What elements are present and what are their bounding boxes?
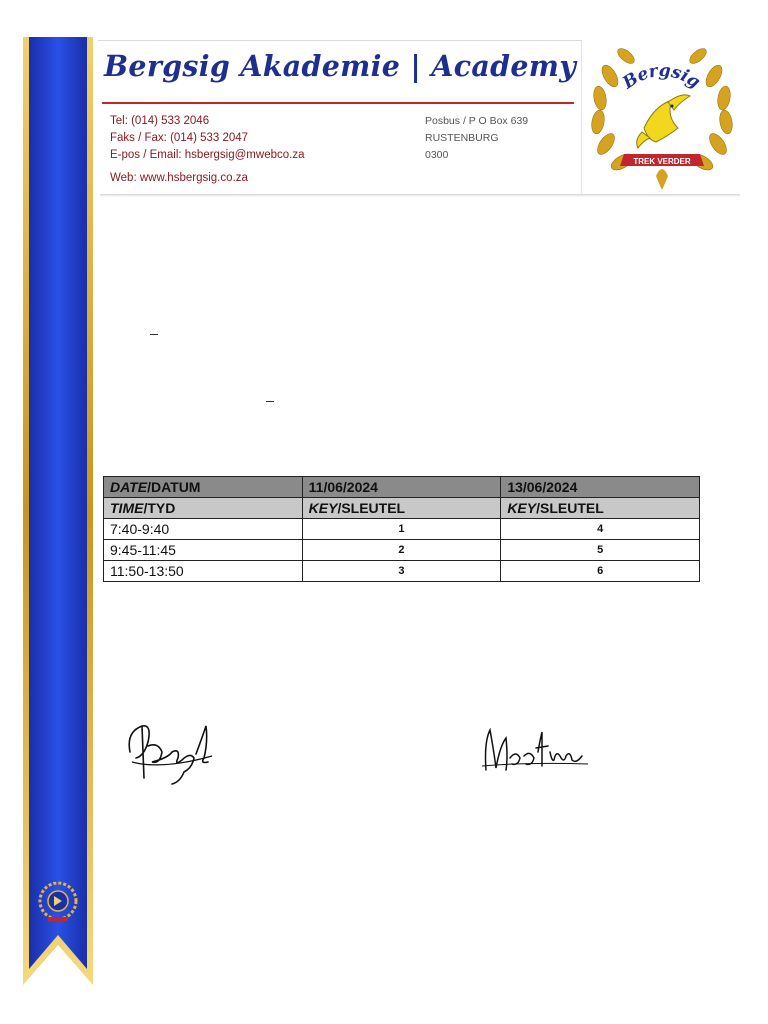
decorative-ribbon [23,37,93,985]
key-cell: 1 [302,519,501,540]
time-cell: 7:40-9:40 [104,519,303,540]
school-crest-logo [582,36,742,194]
signature-right [480,722,590,778]
date-cell: 13/06/2024 [501,477,700,498]
key-cell: 3 [302,561,501,582]
key-cell: 4 [501,519,700,540]
table-row [104,519,700,540]
underscore-mark [150,334,158,335]
svg-text:Bergsig [618,61,703,94]
time-header-cell: TIME/TYD [104,498,303,519]
key-header-cell: KEY/SLEUTEL [501,498,700,519]
school-name: Bergsig Akademie | Academy [104,49,577,83]
date-header-cell: DATE/DATUM [104,477,303,498]
header-divider [102,102,574,104]
web-line: Web: www.hsbergsig.co.za [110,172,248,184]
table-row [104,540,700,561]
underscore-mark [266,401,274,402]
letterhead-shadow [100,194,740,197]
email-line: E-pos / Email: hsbergsig@mwebco.za [110,149,305,161]
key-header-cell: KEY/SLEUTEL [302,498,501,519]
crest-motto: TREK VERDER [633,157,691,166]
exam-schedule-table [103,476,700,582]
key-cell: 2 [302,540,501,561]
ribbon-emblem-icon [36,879,80,923]
table-subheader-row [104,498,700,519]
table-row [104,561,700,582]
time-cell: 11:50-13:50 [104,561,303,582]
po-box-line: Posbus / P O Box 639 [425,115,529,127]
key-cell: 5 [501,540,700,561]
table-header-row [104,477,700,498]
fax-line: Faks / Fax: (014) 533 2047 [110,132,249,144]
signature-left [122,712,222,792]
contact-details [110,113,304,187]
crest-name: Bergsig [619,60,704,94]
postal-code-line: 0300 [425,149,449,161]
phone-line: Tel: (014) 533 2046 [110,115,210,127]
bird-icon [637,95,690,148]
date-cell: 11/06/2024 [302,477,501,498]
key-cell: 6 [501,561,700,582]
letterhead [98,40,582,197]
postal-address [425,113,528,164]
time-cell: 9:45-11:45 [104,540,303,561]
city-line: RUSTENBURG [425,132,499,144]
